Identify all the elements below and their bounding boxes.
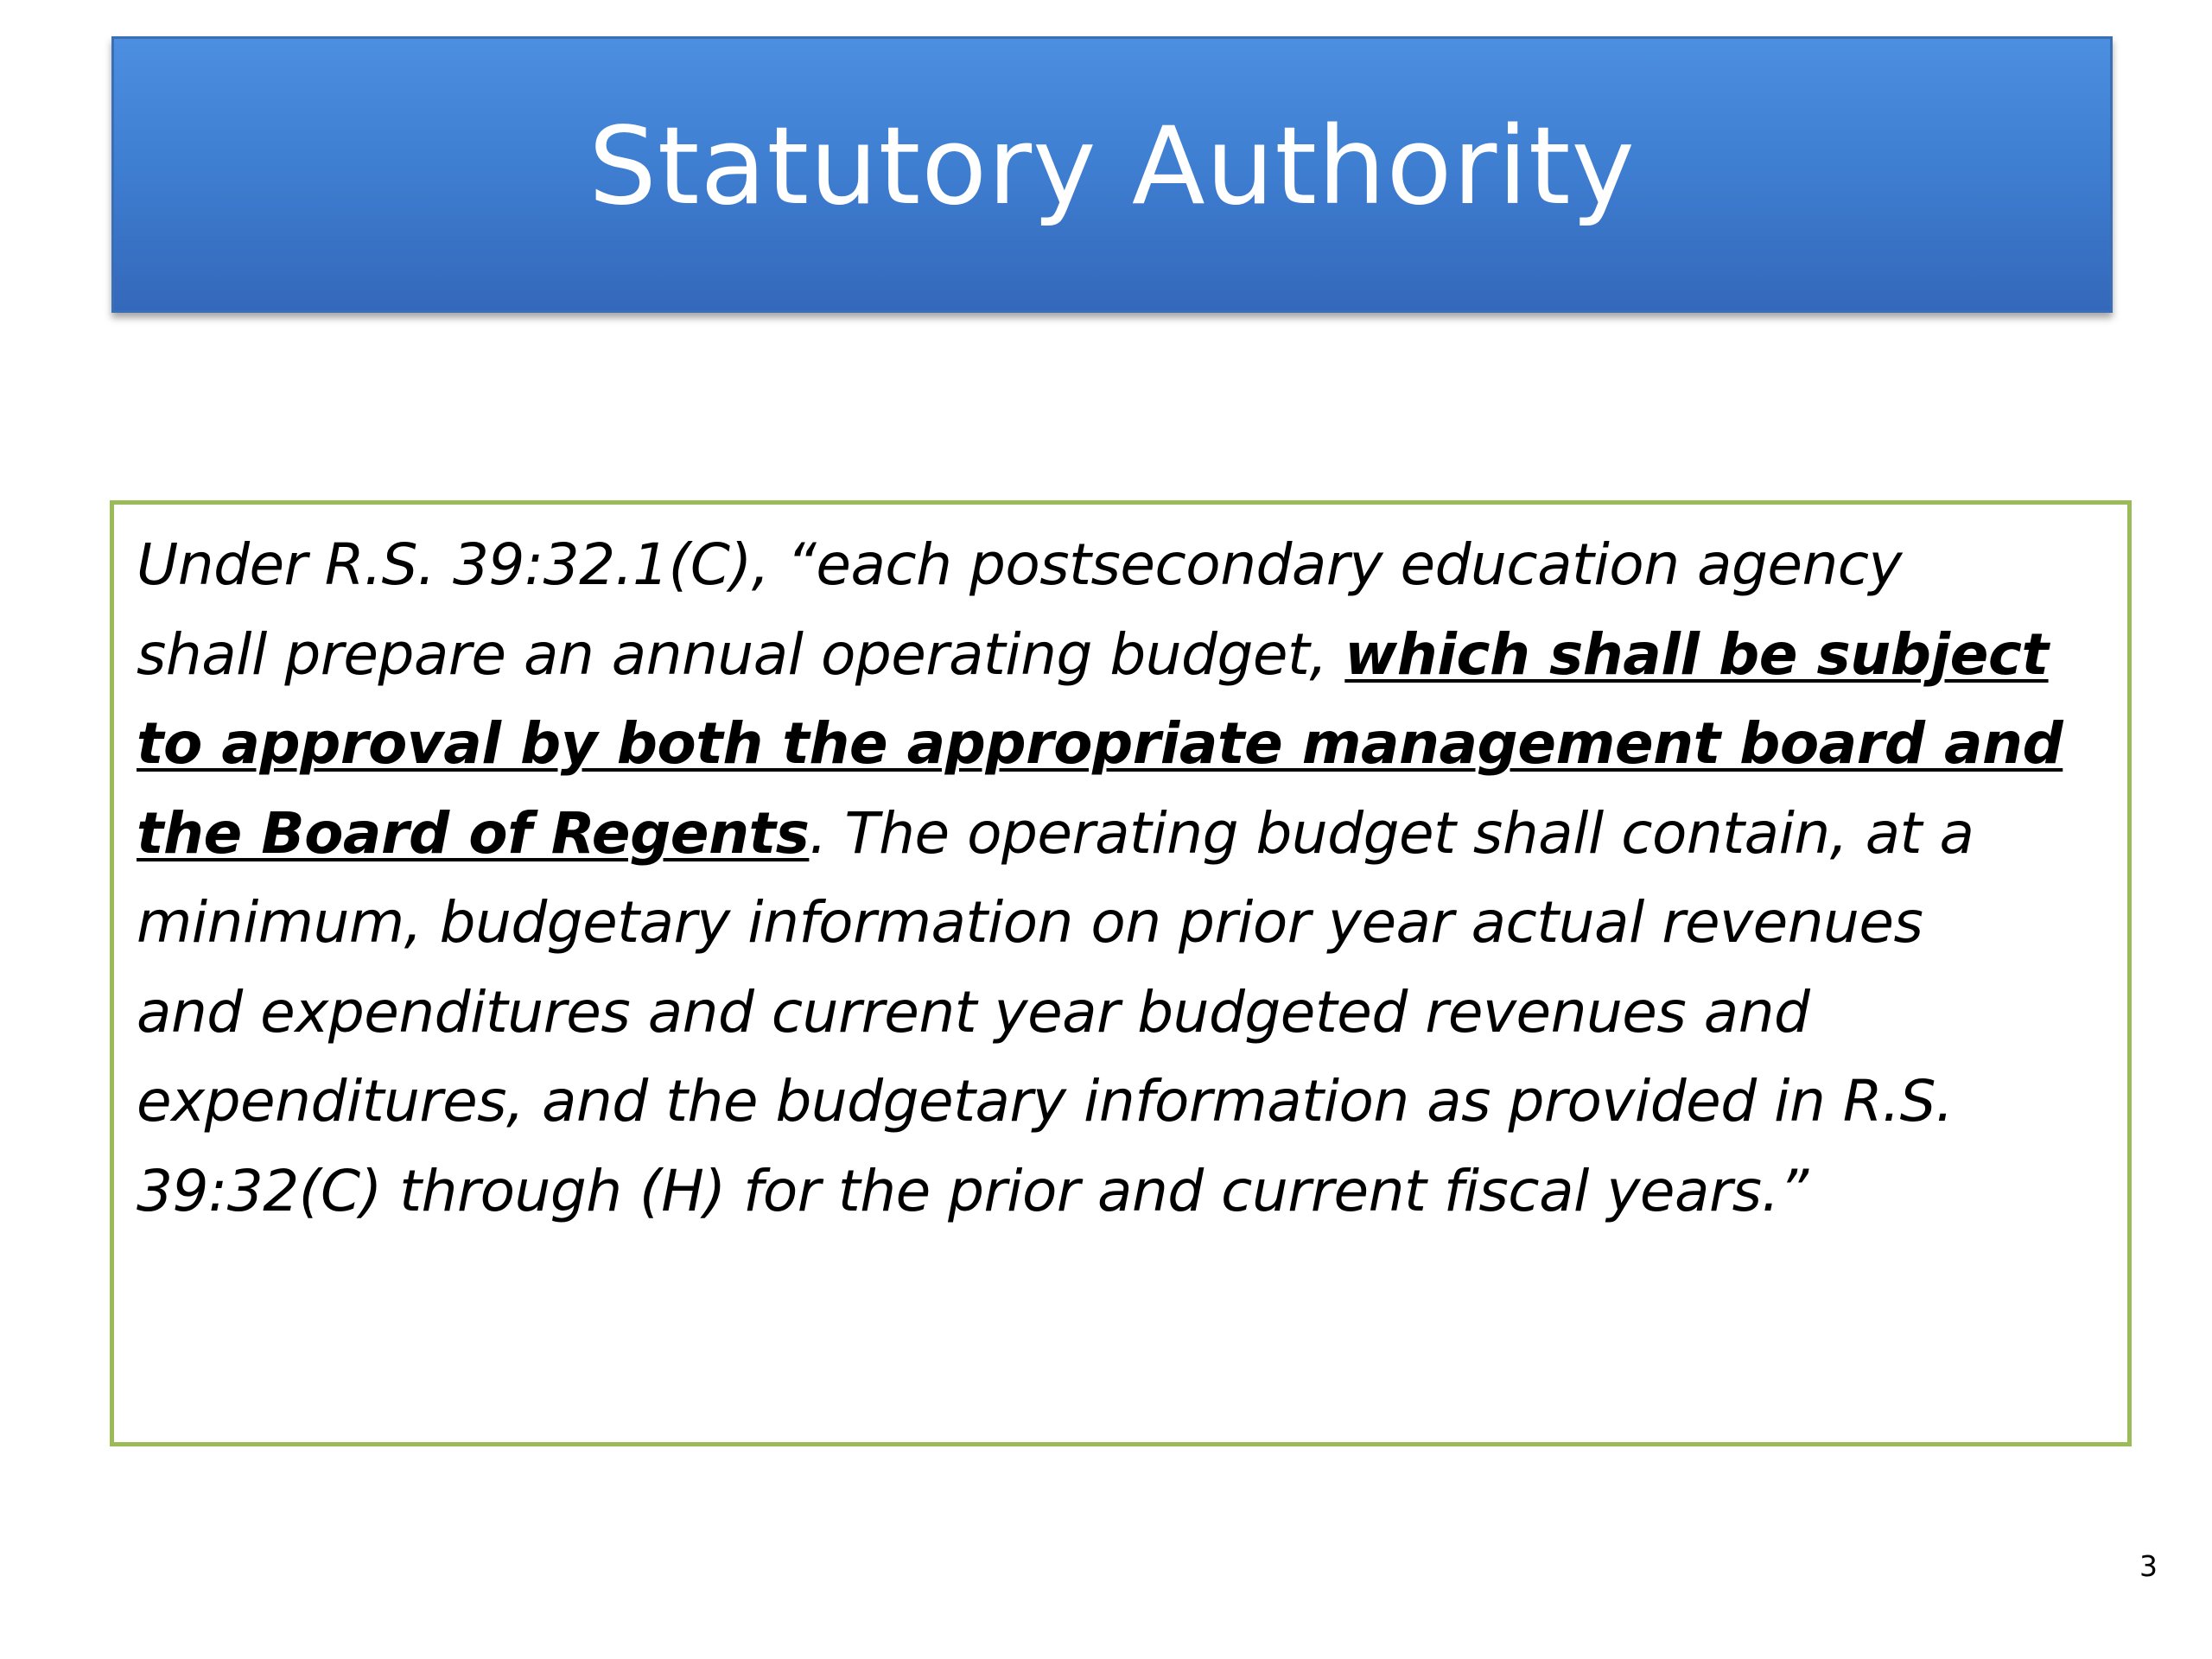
quote-line-4 [137,789,2115,879]
quote-line-2-text: shall prepare an annual operating budget, [137,620,1345,688]
quote-line-5-text: minimum, budgetary information on prior year actual revenues [137,889,1923,956]
quote-line-3-emphasis: to approval by both the appropriate management board and [137,710,2063,777]
quote-line-5 [137,878,2115,968]
quote-line-8-text: 39:32(C) through (H) for the prior and current fiscal years.” [137,1157,1808,1224]
title-banner [111,36,2113,313]
quote-line-6-text: and expenditures and current year budgeted revenues and [137,978,1810,1046]
quote-line-7 [137,1057,2115,1147]
quote-line-2-emphasis: which shall be subject [1344,620,2049,688]
quote-line-1-text: Under R.S. 39:32.1(C), “each postsecondary education agency [137,531,1903,598]
slide-title: Statutory Authority [588,105,1636,229]
quote-line-1 [137,520,2115,610]
statute-quote [137,520,2115,1236]
quote-line-6 [137,968,2115,1058]
page-number: 3 [2139,1549,2158,1583]
quote-line-8 [137,1147,2115,1236]
quote-line-3 [137,699,2115,789]
quote-line-7-text: expenditures, and the budgetary information as provided in R.S. [137,1068,1954,1135]
quote-line-4-tail: . The operating budget shall contain, at a [809,799,1974,867]
quote-line-2 [137,610,2115,700]
quote-line-4-emphasis: the Board of Regents [137,799,810,867]
quote-box [110,500,2132,1446]
